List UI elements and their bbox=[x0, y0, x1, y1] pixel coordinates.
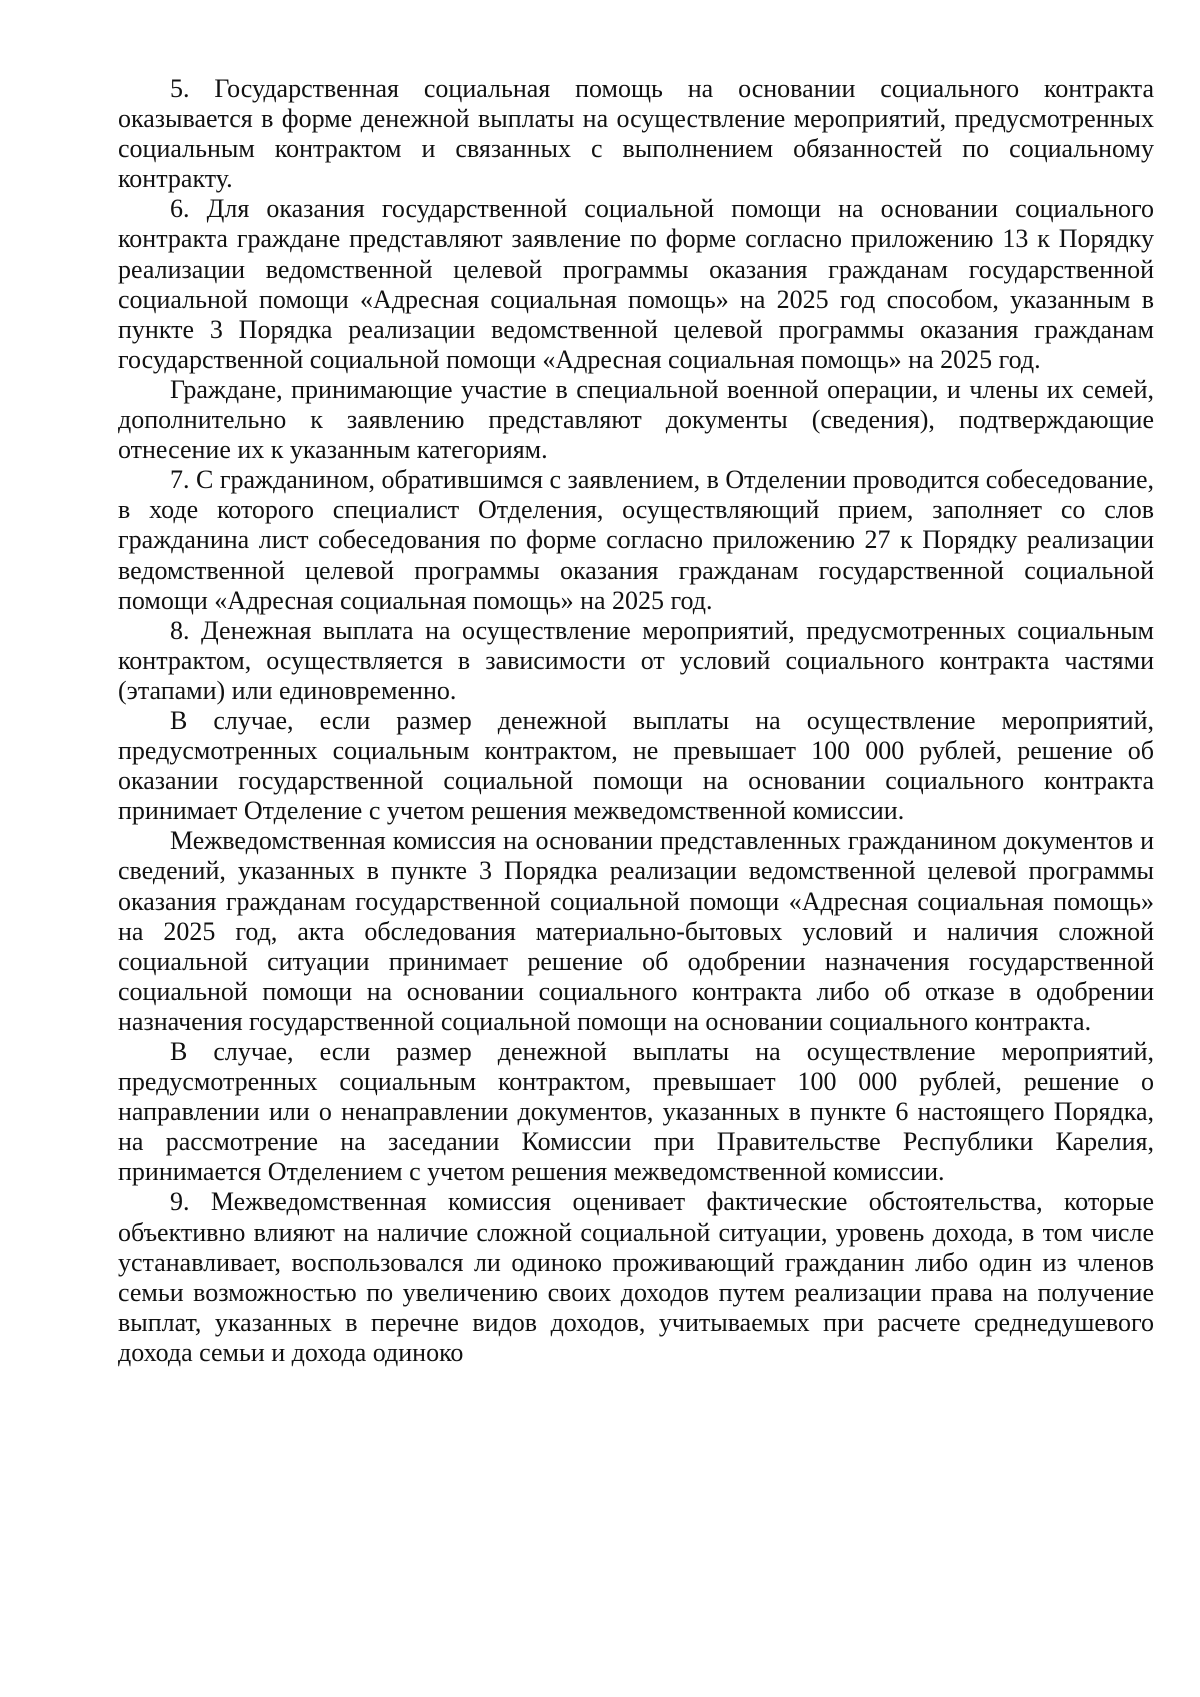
paragraph-svo-participants: Граждане, принимающие участие в специальной военной операции, и члены их семей, дополнительно к заявлению представляют документы (сведения), подтверждающие отнесение их к указанным категориям. bbox=[118, 374, 1154, 465]
paragraph-item-7: 7. С гражданином, обратившимся с заявлением, в Отделении проводится собеседование, в ходе которого специалист Отделения, осуществляющий прием, заполняет со слов гражданина лист собеседования по форме согласно приложению 27 к Порядку реализации ведомственной целевой программы оказания гражданам государственной социальной помощи «Адресная социальная помощь» на 2025 год. bbox=[118, 465, 1155, 615]
paragraph-item-8: 8. Денежная выплата на осуществление мероприятий, предусмотренных социальным контрактом, осуществляется в зависимости от условий социального контракта частями (этапами) или единовременно. bbox=[118, 615, 1154, 705]
paragraph-item-9: 9. Межведомственная комиссия оценивает фактические обстоятельства, которые объективно влияют на наличие сложной социальной ситуации, уровень дохода, в том числе устанавливает, воспользовался ли одиноко проживающий гражданин либо один из членов семьи возможностью по увеличению своих доходов путем реализации права на получение выплат, указанных в перечне видов доходов, учитываемых при расчете среднедушевого дохода семьи и дохода одиноко bbox=[118, 1187, 1154, 1367]
paragraph-item-6: 6. Для оказания государственной социальной помощи на основании социального контракта граждане представляют заявление по форме согласно приложению 13 к Порядку реализации ведомственной целевой программы оказания гражданам государственной социальной помощи «Адресная социальная помощь» на 2025 год способом, указанным в пункте 3 Порядка реализации ведомственной целевой программы оказания гражданам государственной социальной помощи «Адресная социальная помощь» на 2025 год. bbox=[118, 194, 1154, 374]
paragraph-over-100000: В случае, если размер денежной выплаты на осуществление мероприятий, предусмотренных социальным контрактом, превышает 100 000 рублей, решение о направлении или о ненаправлении документов, указанных в пункте 6 настоящего Порядка, на рассмотрение на заседании Комиссии при Правительстве Республики Карелия, принимается Отделением с учетом решения межведомственной комиссии. bbox=[118, 1037, 1154, 1187]
document-body bbox=[118, 74, 1154, 1368]
paragraph-item-5: 5. Государственная социальная помощь на основании социального контракта оказывается в форме денежной выплаты на осуществление мероприятий, предусмотренных социальным контрактом и связанных с выполнением обязанностей по социальному контракту. bbox=[118, 74, 1154, 194]
paragraph-commission-decision: Межведомственная комиссия на основании представленных гражданином документов и сведений, указанных в пункте 3 Порядка реализации ведомственной целевой программы оказания гражданам государственной социальной помощи «Адресная социальная помощь» на 2025 год, акта обследования материально-бытовых условий и наличия сложной социальной ситуации принимает решение об одобрении назначения государственной социальной помощи на основании социального контракта либо об отказе в одобрении назначения государственной социальной помощи на основании социального контракта. bbox=[118, 826, 1154, 1036]
paragraph-under-100000: В случае, если размер денежной выплаты на осуществление мероприятий, предусмотренных социальным контрактом, не превышает 100 000 рублей, решение об оказании государственной социальной помощи на основании социального контракта принимает Отделение с учетом решения межведомственной комиссии. bbox=[118, 705, 1154, 826]
